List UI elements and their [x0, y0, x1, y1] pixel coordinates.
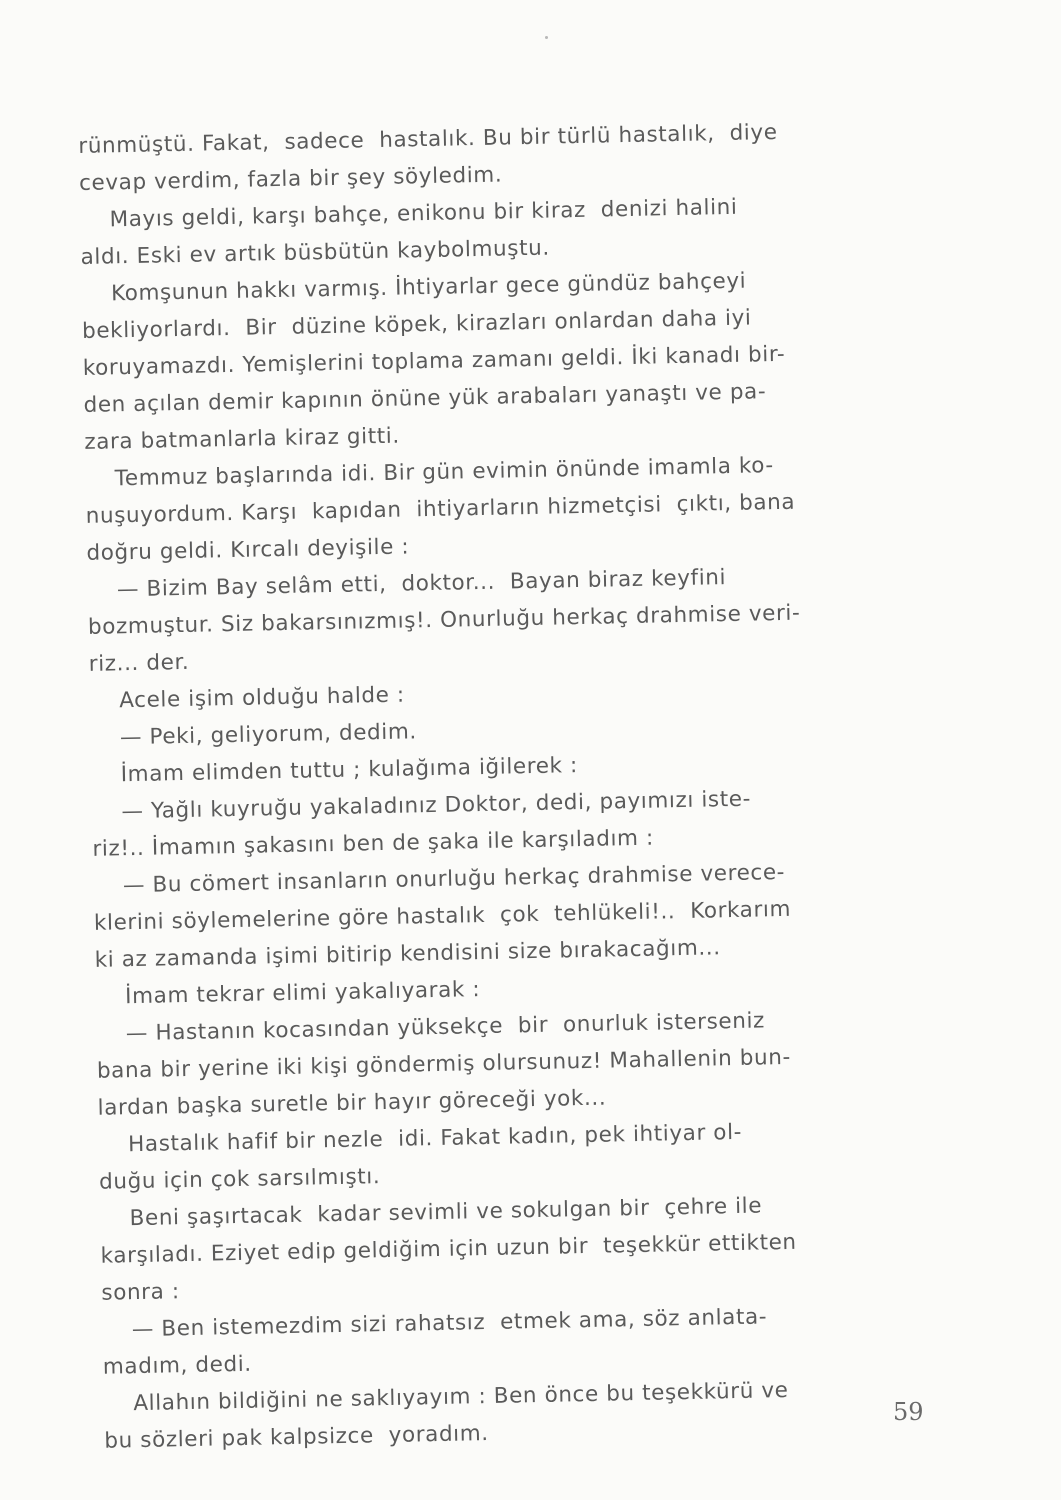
text-line: — Bizim Bay selâm etti, doktor... Bayan biraz keyfini [87, 565, 727, 603]
text-line: Temmuz başlarında idi. Bir gün evimin önünde imamla ko- [84, 453, 774, 492]
text-line: bekliyorlardı. Bir düzine köpek, kirazları onlardan daha iyi [81, 305, 752, 344]
text-line: bu sözleri pak kalpsizce yoradım. [104, 1421, 489, 1454]
page-body-text [78, 111, 945, 1460]
text-line: nuşuyordum. Karşı kapıdan ihtiyarların hizmetçisi çıktı, bana [85, 489, 796, 529]
text-line: — Yağlı kuyruğu yakaladınız Doktor, dedi, payımızı iste- [91, 786, 752, 825]
text-line: ki az zamanda işimi bitirip kendisini size bırakacağım... [94, 935, 721, 973]
text-line: — Hastanın kocasından yüksekçe bir onurluk isterseniz [95, 1008, 766, 1047]
text-line: karşıladı. Eziyet edip geldiğim için uzun bir teşekkür ettikten [100, 1229, 797, 1269]
text-line: zara batmanlarla kiraz gitti. [84, 423, 401, 455]
text-line: aldı. Eski ev artık büsbütün kaybolmuştu. [80, 235, 551, 270]
page-number: 59 [893, 1398, 924, 1426]
text-line: — Ben istemezdim sizi rahatsız etmek ama, söz anlata- [101, 1304, 768, 1343]
paper-speck [545, 36, 548, 39]
text-line: duğu için çok sarsılmıştı. [98, 1164, 381, 1195]
text-line: rünmüştü. Fakat, sadece hastalık. Bu bir türlü hastalık, diye [78, 119, 778, 159]
text-line: sonra : [101, 1279, 180, 1306]
text-line: Mayıs geldi, karşı bahçe, enikonu bir kiraz denizi halini [79, 194, 738, 233]
text-line: riz... der. [88, 649, 190, 677]
text-line: Beni şaşırtacak kadar sevimli ve sokulgan bir çehre ile [99, 1193, 763, 1232]
text-line: madım, dedi. [102, 1351, 252, 1380]
text-line: İmam elimden tuttu ; kulağıma iğilerek : [90, 753, 579, 788]
text-line: İmam tekrar elimi yakalıyarak : [95, 977, 481, 1010]
text-line: bana bir yerine iki kişi göndermiş olursunuz! Mahallenin bun- [96, 1044, 792, 1084]
text-line: — Peki, geliyorum, dedim. [90, 719, 418, 751]
text-line: klerini söylemelerine göre hastalık çok tehlükeli!.. Korkarım [93, 896, 792, 936]
text-line: koruyamazdı. Yemişlerini toplama zamanı geldi. İki kanadı bir- [82, 341, 786, 381]
text-line: Allahın bildiğini ne saklıyayım : Ben önce bu teşekkürü ve [103, 1377, 789, 1417]
text-line: doğru geldi. Kırcalı deyişile : [86, 534, 410, 566]
text-line: den açılan demir kapının önüne yük arabaları yanaştı ve pa- [83, 379, 767, 418]
text-line: — Bu cömert insanların onurluğu herkaç drahmise verece- [92, 859, 786, 899]
text-line: lardan başka suretle bir hayır göreceği yok... [97, 1085, 607, 1121]
text-line: bozmuştur. Siz bakarsınızmış!. Onurluğu herkaç drahmise veri- [87, 600, 801, 640]
text-line: riz!.. İmamın şakasını ben de şaka ile karşıladım : [92, 825, 655, 862]
text-line: Hastalık hafif bir nezle idi. Fakat kadın, pek ihtiyar ol- [98, 1119, 743, 1158]
text-line: Acele işim olduğu halde : [89, 682, 406, 714]
text-line: cevap verdim, fazla bir şey söyledim. [78, 162, 503, 196]
text-line: Komşunun hakkı varmış. İhtiyarlar gece gündüz bahçeyi [81, 268, 747, 307]
